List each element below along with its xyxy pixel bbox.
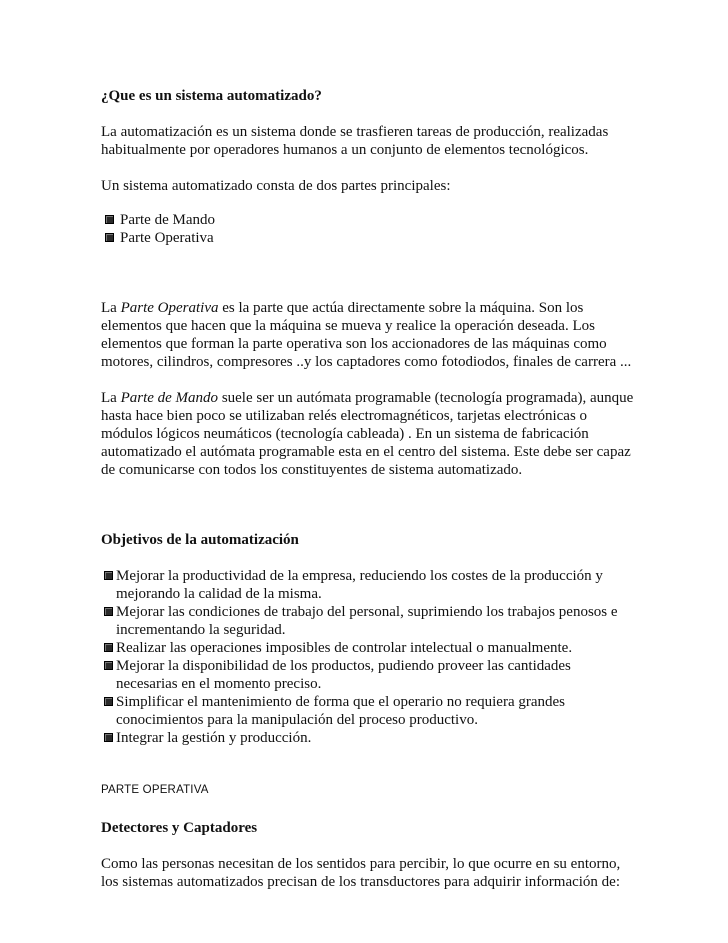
list-item-text: Parte de Mando	[120, 212, 215, 228]
square-bullet-icon	[105, 233, 114, 242]
definition-paragraph: La automatización es un sistema donde se trasfieren tareas de producción, realizadas habitualmente por operadores humanos a un conjunto de elementos tecnológicos.	[101, 124, 609, 158]
list-item	[101, 729, 641, 747]
list-item-text: Parte Operativa	[120, 230, 214, 246]
detectores-paragraph: Como las personas necesitan de los sentidos para percibir, lo que ocurre en su entorno, los sistemas automatizados precisan de los transductores para adquirir información de:	[101, 856, 621, 890]
square-bullet-icon	[104, 661, 113, 670]
square-bullet-icon	[104, 607, 113, 616]
parts-intro-paragraph: Un sistema automatizado consta de dos partes principales:	[101, 178, 451, 194]
list-item-text: Mejorar la productividad de la empresa, reduciendo los costes de la producción y mejorando la calidad de la misma.	[116, 568, 603, 602]
lead-word: La	[101, 300, 117, 316]
term-parte-mando: Parte de Mando	[120, 390, 219, 406]
list-item	[101, 639, 641, 657]
square-bullet-icon	[104, 697, 113, 706]
parts-list	[101, 211, 641, 247]
paragraph-body: suele ser un autómata programable (tecnología programada), aunque hasta hace bien poco se utilizaban relés electromagnéticos, tarjetas electrónicas o módulos lógicos neumáticos (tecnología cableada) . En un sistema de fabricación automatizado el autómata programable esta en el centro del sistema. Este debe ser capaz de comunicarse con todos los constituyentes de sistema automatizado.	[101, 390, 634, 478]
paragraph-body: es la parte que actúa directamente sobre la máquina. Son los elementos que hacen que la máquina se mueva y realice la operación deseada. Los elementos que forman la parte operativa son los accionadores de las máquinas como motores, cilindros, compresores ..y los captadores como fotodiodos, finales de carrera ...	[101, 300, 632, 370]
list-item-text: Simplificar el mantenimiento de forma que el operario no requiera grandes conocimientos para la manipulación del proceso productivo.	[116, 694, 565, 728]
parte-operativa-label: PARTE OPERATIVA	[101, 784, 209, 796]
lead-word: La	[101, 390, 117, 406]
document-page	[101, 87, 641, 891]
objectives-list	[101, 567, 641, 747]
list-item-text: Mejorar la disponibilidad de los productos, pudiendo proveer las cantidades necesarias en el momento preciso.	[116, 658, 571, 692]
list-item	[101, 603, 641, 639]
square-bullet-icon	[104, 643, 113, 652]
list-item	[101, 567, 641, 603]
list-item	[101, 229, 641, 247]
parte-mando-paragraph	[101, 389, 641, 479]
section-title-que-es: ¿Que es un sistema automatizado?	[101, 88, 322, 104]
square-bullet-icon	[104, 733, 113, 742]
list-item	[101, 657, 641, 693]
square-bullet-icon	[104, 571, 113, 580]
list-item	[101, 211, 641, 229]
term-parte-operativa: Parte Operativa	[120, 300, 219, 316]
list-item	[101, 693, 641, 729]
section-title-detectores: Detectores y Captadores	[101, 820, 258, 836]
square-bullet-icon	[105, 215, 114, 224]
list-item-text: Realizar las operaciones imposibles de controlar intelectual o manualmente.	[116, 640, 573, 656]
parte-operativa-paragraph	[101, 299, 641, 371]
section-title-objetivos: Objetivos de la automatización	[101, 532, 299, 548]
list-item-text: Mejorar las condiciones de trabajo del personal, suprimiendo los trabajos penosos e incrementando la seguridad.	[116, 604, 618, 638]
list-item-text: Integrar la gestión y producción.	[116, 730, 312, 746]
